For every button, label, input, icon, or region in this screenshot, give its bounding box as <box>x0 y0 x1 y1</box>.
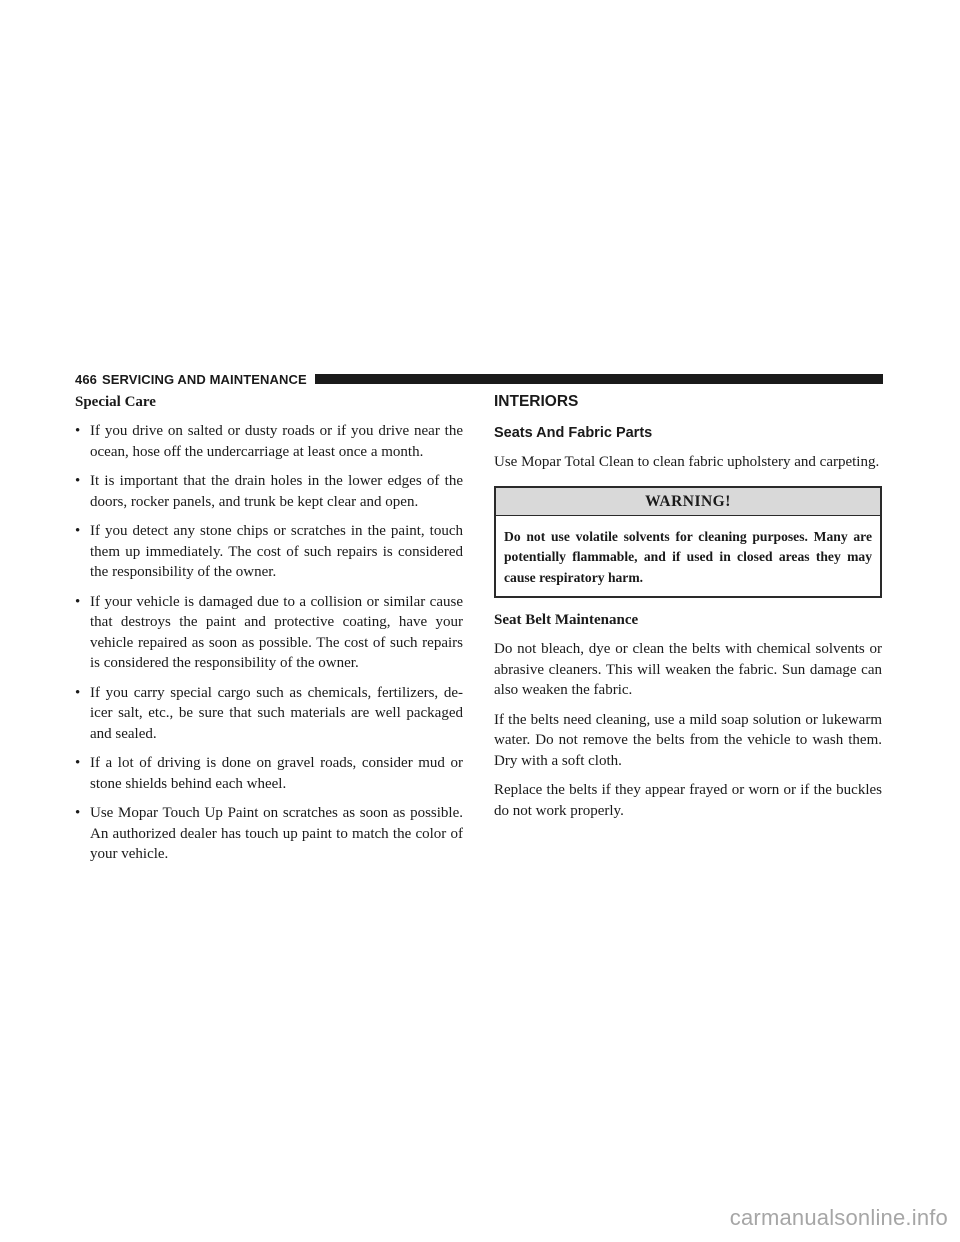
list-item-text: Use Mopar Touch Up Paint on scratches as soon as possible. An authorized dealer has touch up paint to match the color of your vehicle. <box>90 805 463 862</box>
bullet-icon: • <box>75 473 81 489</box>
list-item <box>75 471 463 512</box>
list-item <box>75 592 463 674</box>
header-rule <box>315 374 883 384</box>
special-care-heading: Special Care <box>75 394 156 410</box>
warning-text: Do not use volatile solvents for cleaning purposes. Many are potentially flammable, and if used in closed areas they may cause respiratory harm. <box>504 528 872 585</box>
seat-belt-paragraph: If the belts need cleaning, use a mild soap solution or lukewarm water. Do not remove the belts from the vehicle to wash them. Dry with a soft cloth. <box>494 711 882 769</box>
seat-belt-paragraph: Replace the belts if they appear frayed or worn or if the buckles do not work properly. <box>494 782 882 819</box>
seats-fabric-text: Use Mopar Total Clean to clean fabric upholstery and carpeting. <box>494 454 880 470</box>
seat-belt-heading: Seat Belt Maintenance <box>494 612 639 628</box>
list-item <box>75 421 463 462</box>
list-item-text: It is important that the drain holes in the lower edges of the doors, rocker panels, and trunk be kept clear and open. <box>90 473 463 510</box>
list-item-text: If a lot of driving is done on gravel roads, consider mud or stone shields behind each wheel. <box>90 755 463 792</box>
list-item-text: If you drive on salted or dusty roads or if you drive near the ocean, hose off the undercarriage at least once a month. <box>90 423 463 460</box>
bullet-icon: • <box>75 805 81 821</box>
list-item <box>75 753 463 794</box>
warning-title: WARNING! <box>496 488 880 516</box>
seats-fabric-heading: Seats And Fabric Parts <box>494 425 653 441</box>
list-item-text: If you detect any stone chips or scratches in the paint, touch them up immediately. The cost of such repairs is considered the responsibility of the owner. <box>90 523 463 580</box>
list-item <box>75 683 463 745</box>
bullet-icon: • <box>75 684 81 701</box>
bullet-icon: • <box>75 423 81 439</box>
list-item-text: If your vehicle is damaged due to a collision or similar cause that destroys the paint and protective coating, have your vehicle repaired as soon as possible. The cost of such repairs is considered the responsibility of the owner. <box>90 593 463 671</box>
page-number: 466 <box>75 371 97 387</box>
list-item-text: If you carry special cargo such as chemicals, fertilizers, de-icer salt, etc., be sure that such materials are well packaged and sealed. <box>90 684 463 742</box>
section-title: SERVICING AND MAINTENANCE <box>102 371 307 387</box>
header-text <box>75 372 307 387</box>
list-item <box>75 521 463 583</box>
warning-box <box>494 486 882 599</box>
left-column <box>75 392 463 874</box>
interiors-heading: INTERIORS <box>494 393 579 410</box>
seat-belt-paragraph: Do not bleach, dye or clean the belts with chemical solvents or abrasive cleaners. This will weaken the fabric. Sun damage can also weaken the fabric. <box>494 641 882 698</box>
right-column <box>494 392 882 830</box>
bullet-icon: • <box>75 593 81 610</box>
bullet-icon: • <box>75 523 81 539</box>
special-care-list <box>75 421 463 865</box>
list-item <box>75 803 463 865</box>
page-header <box>75 368 883 390</box>
site-watermark: carmanualsonline.info <box>729 1205 948 1230</box>
bullet-icon: • <box>75 755 81 771</box>
